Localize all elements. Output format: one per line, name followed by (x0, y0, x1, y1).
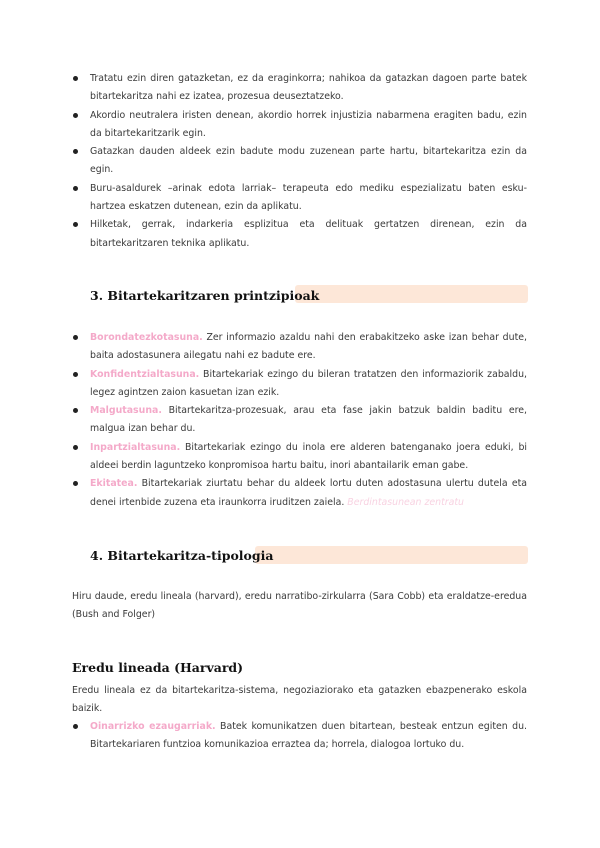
features-text: Batek komunikatzen duen bitartean, besteak entzun egiten du. Bitartekariaren funtzioa komunikazioa erraztea da; horrela, dialogoa lortuko du. (90, 721, 527, 751)
list-item: Tratatu ezin diren gatazketan, ez da eraginkorra; nahikoa da gatazkan dagoen parte batek bitartekaritza nahi ez izatea, prozesua deuseztatzeko. (90, 70, 527, 107)
principle-term: Inpartzialtasuna. (90, 441, 181, 453)
typology-intro: Hiru daude, eredu lineala (harvard), eredu narratibo-zirkularra (Sara Cobb) eta eraldatze-eredua (Bush and Folger) (72, 591, 527, 621)
principle-text: Bitartekariak ziurtatu behar du aldeek lortu duten adostasuna ulertu dutela eta denei irtenbide zuzena eta iraunkorra iruditzen zaiela. (90, 478, 528, 508)
principles-list (90, 329, 527, 512)
principle-term: Konfidentzialtasuna. (90, 368, 200, 380)
section-3-title: Bitartekaritzaren printzipioak (107, 288, 320, 303)
principle-text: Bitartekaritza-prozesuak, arau eta fase jakin batzuk baldin baditu ere, malgua izan behar du. (90, 405, 527, 435)
list-item: Akordio neutralera iristen denean, akordio horrek injustizia nabarmena eragiten badu, ezin da bitartekaritzarik egin. (90, 107, 527, 144)
list-item (90, 329, 527, 366)
section-4-heading (90, 548, 273, 563)
list-item: Buru-asaldurek –arinak edota larriak– terapeuta edo mediku espezializatu baten esku-hartzea eskatzen dutenean, ezin da aplikatu. (90, 180, 527, 217)
principle-text: Zer informazio azaldu nahi den erabakitzeko aske izan behar dute, baita adostasunera ailegatu nahi ez badute ere. (90, 332, 527, 362)
heading-highlight (295, 285, 528, 303)
features-term: Oinarrizko ezaugarriak. (90, 721, 216, 732)
heading-highlight (255, 546, 528, 564)
principle-text: Bitartekariak ezingo du inola ere alderen batenganako joera eduki, bi aldeei berdin laguntzeko konpromisoa hartu baitu, inori abantailarik eman gabe. (90, 441, 527, 472)
section-4-title: Bitartekaritza-tipologia (107, 548, 274, 563)
list-item (90, 439, 527, 476)
section-4-number: 4. (90, 548, 104, 563)
list-item: Hilketak, gerrak, indarkeria esplizitua eta delituak gertatzen direnean, ezin da bitartekaritzaren teknika aplikatu. (90, 216, 527, 253)
list-item (90, 718, 527, 755)
principle-note: Berdintasunean zentratu (347, 496, 464, 508)
list-item (90, 366, 527, 403)
section-3-heading (90, 288, 319, 303)
list-item (90, 475, 527, 512)
principle-term: Borondatezkotasuna. (90, 332, 203, 343)
principle-text: Bitartekariak ezingo du bileran tratatzen den informaziorik zabaldu, legez agintzen zaion kasuetan izan ezik. (90, 368, 528, 398)
section-3-number: 3. (90, 288, 104, 303)
linear-model-heading: Eredu lineada (Harvard) (72, 660, 244, 675)
principle-term: Malgutasuna. (90, 405, 162, 417)
list-item: Gatazkan dauden aldeek ezin badute modu zuzenean parte hartu, bitartekaritza ezin da egin. (90, 143, 527, 180)
linear-model-intro: Eredu lineala ez da bitartekaritza-sistema, negoziaziorako eta gatazken ebazpenerako eskola baizik. (72, 685, 527, 715)
limitations-list (90, 70, 527, 253)
principle-term: Ekitatea. (90, 478, 138, 490)
list-item (90, 402, 527, 439)
linear-features-list (90, 718, 527, 755)
